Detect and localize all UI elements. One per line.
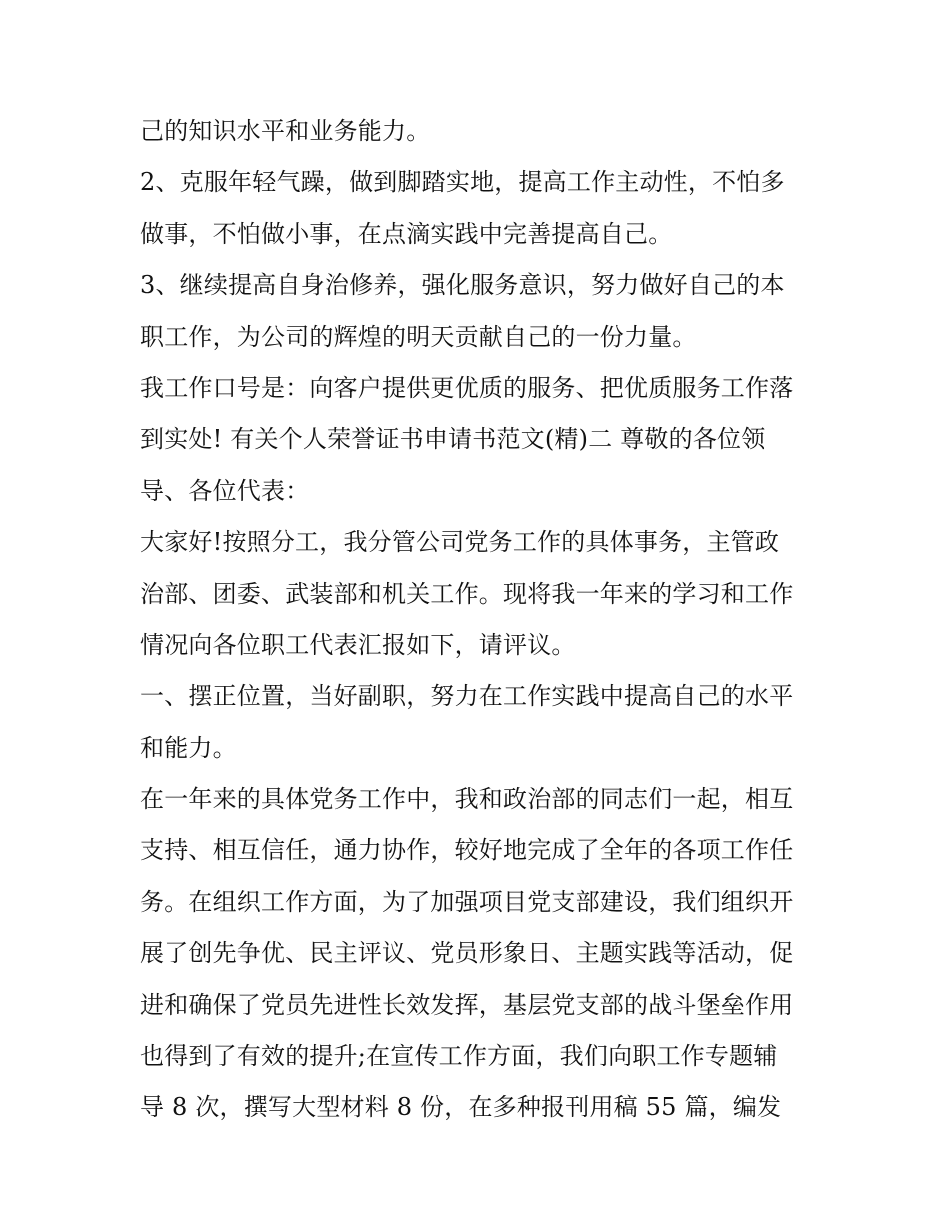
document-body: [140, 106, 820, 1134]
text-line: 支持、相互信任，通力协作，较好地完成了全年的各项工作任: [140, 836, 794, 865]
text-line: 做事，不怕做小事，在点滴实践中完善提高自己。: [140, 219, 673, 248]
text-line: 导、各位代表：: [140, 476, 310, 505]
text-line: 务。在组织工作方面，为了加强项目党支部建设，我们组织开: [140, 887, 794, 916]
text-line: 到实处! 有关个人荣誉证书申请书范文(精)二 尊敬的各位领: [140, 425, 766, 454]
text-line: 在一年来的具体党务工作中，我和政治部的同志们一起，相互: [140, 785, 794, 814]
text-line: 己的知识水平和业务能力。: [140, 117, 431, 145]
text-line: 一、摆正位置，当好副职，努力在工作实践中提高自己的水平: [140, 682, 794, 711]
text-line: 进和确保了党员先进性长效发挥，基层党支部的战斗堡垒作用: [140, 990, 794, 1019]
text-line: 职工作，为公司的辉煌的明天贡献自己的一份力量。: [140, 322, 697, 351]
text-line: 3、继续提高自身治修养，强化服务意识，努力做好自己的本: [140, 271, 785, 300]
text-line: 展了创先争优、民主评议、党员形象日、主题实践等活动，促: [140, 939, 794, 968]
text-line: 导 8 次，撰写大型材料 8 份，在多种报刊用稿 55 篇，编发: [140, 1093, 782, 1122]
text-line: 情况向各位职工代表汇报如下，请评议。: [140, 630, 576, 659]
text-line: 治部、团委、武装部和机关工作。现将我一年来的学习和工作: [140, 579, 794, 608]
text-line: 和能力。: [140, 733, 237, 762]
text-line: 2、克服年轻气躁，做到脚踏实地，提高工作主动性，不怕多: [140, 168, 785, 197]
text-line: 也得到了有效的提升;在宣传工作方面，我们向职工作专题辅: [140, 1042, 778, 1071]
text-line: 大家好!按照分工，我分管公司党务工作的具体事务，主管政: [140, 528, 780, 557]
text-line: 我工作口号是：向客户提供更优质的服务、把优质服务工作落: [140, 373, 794, 402]
